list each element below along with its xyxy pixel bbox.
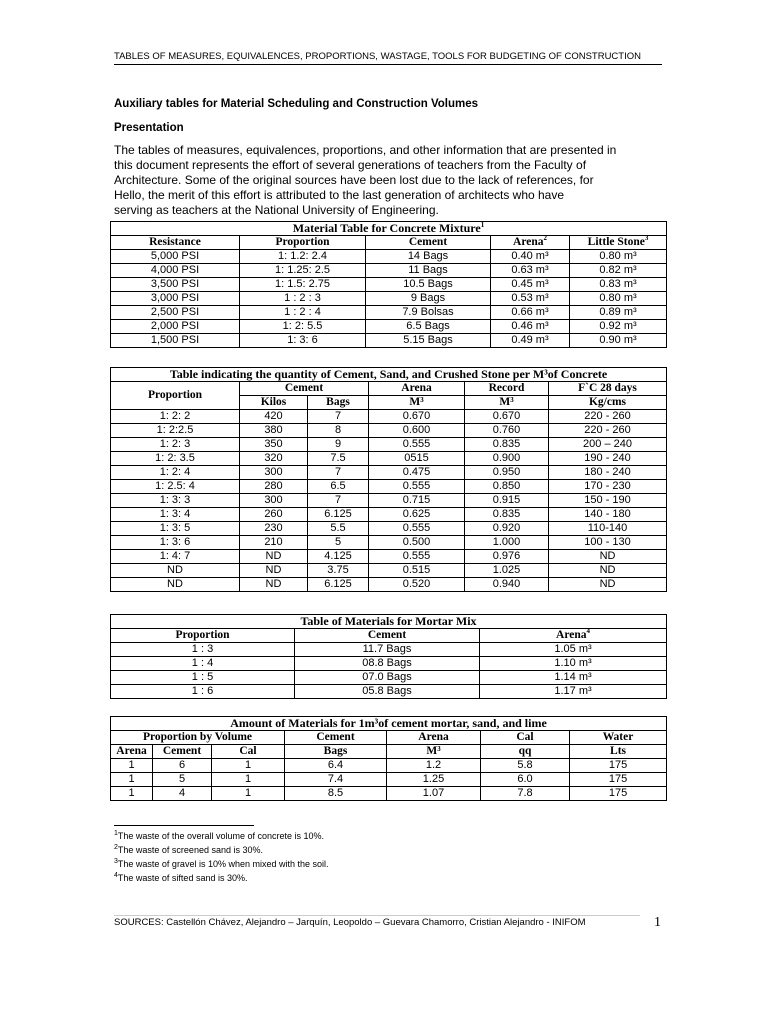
table-cell: 5.8 [481, 759, 570, 773]
table-cell: 7 [308, 410, 369, 424]
table-cell: 6.4 [285, 759, 387, 773]
table-caption: Table indicating the quantity of Cement, Sand, and Crushed Stone per M³of Concrete [111, 368, 667, 382]
column-header: F`C 28 days [549, 382, 667, 396]
document-title: Auxiliary tables for Material Scheduling and Construction Volumes [114, 98, 479, 110]
footnote: $^4$The waste of sifted sand is 30%. [114, 872, 248, 883]
table-cell: 220 - 260 [549, 410, 667, 424]
table-cell: 0.66 m³ [491, 306, 570, 320]
table-cell: 150 - 190 [549, 494, 667, 508]
table-cell: 210 [240, 536, 308, 550]
table-cell: 7.5 [308, 452, 369, 466]
table-row [111, 643, 667, 657]
intro-line: Architecture. Some of the original sources have been lost due to the lack of references, for [114, 173, 594, 187]
column-header: Lts [570, 745, 667, 759]
intro-line: this document represents the effort of several generations of teachers from the Faculty of [114, 158, 587, 172]
table-cell: 0.49 m³ [491, 334, 570, 348]
table-row [111, 334, 667, 348]
table-cell: 6.125 [308, 578, 369, 592]
table-cell: 11.7 Bags [295, 643, 480, 657]
intro-paragraph [114, 143, 656, 218]
table-cell: 140 - 180 [549, 508, 667, 522]
table-cell: 1.05 m³ [480, 643, 667, 657]
table-cell: 0.850 [465, 480, 549, 494]
table-cell: 0.915 [465, 494, 549, 508]
table-cell: 280 [240, 480, 308, 494]
table-cell: ND [549, 550, 667, 564]
table-cell: 0.670 [465, 410, 549, 424]
table-row [111, 494, 667, 508]
table-cell: 190 - 240 [549, 452, 667, 466]
table-cell: ND [549, 564, 667, 578]
table-cell: 1: 4: 7 [111, 550, 240, 564]
table-cell: 220 - 260 [549, 424, 667, 438]
table-cell: 1: 2: 3.5 [111, 452, 240, 466]
table-cell: 1: 3: 6 [111, 536, 240, 550]
table-row [111, 424, 667, 438]
table-cell: 1: 3: 5 [111, 522, 240, 536]
table-cell: 0.760 [465, 424, 549, 438]
table-cell: 175 [570, 787, 667, 801]
table-cell: 9 Bags [366, 292, 491, 306]
table-cell: 6.0 [481, 773, 570, 787]
table-row [111, 438, 667, 452]
table-cell: 0.900 [465, 452, 549, 466]
table-cell: 0.53 m³ [491, 292, 570, 306]
column-header: M³ [465, 396, 549, 410]
table-cell: 5 [153, 773, 212, 787]
intro-line: Hello, the merit of this effort is attributed to the last generation of architects who have [114, 188, 565, 202]
table-cell: 1.14 m³ [480, 671, 667, 685]
table-row [111, 452, 667, 466]
column-header: Cement [295, 629, 480, 643]
column-header: Arena$^4$ [480, 629, 667, 643]
table-cell: 0.80 m³ [570, 292, 667, 306]
column-header: Arena [369, 382, 465, 396]
table-row [111, 536, 667, 550]
table-row [111, 320, 667, 334]
table-cell: 1.025 [465, 564, 549, 578]
table-cell: 1 [212, 759, 285, 773]
table-row [111, 550, 667, 564]
table-cell: 1 [212, 773, 285, 787]
table-cell: 1.2 [387, 759, 481, 773]
column-header: M³ [369, 396, 465, 410]
column-header: Bags [285, 745, 387, 759]
column-header: Kg/cms [549, 396, 667, 410]
table-cell: 0.920 [465, 522, 549, 536]
table-cell: 1 : 4 [111, 657, 295, 671]
column-header: Cal [212, 745, 285, 759]
table-cell: 1: 2:2.5 [111, 424, 240, 438]
table-cell: 1.17 m³ [480, 685, 667, 699]
table-cell: 11 Bags [366, 264, 491, 278]
column-header: Arena [111, 745, 153, 759]
table-cell: 1: 3: 6 [240, 334, 366, 348]
table-cell: 3.75 [308, 564, 369, 578]
mortar-mix-table [110, 614, 667, 699]
table-cell: 4,000 PSI [111, 264, 240, 278]
table-cell: 1.07 [387, 787, 481, 801]
table-cell: 0.90 m³ [570, 334, 667, 348]
column-header: Kilos [240, 396, 308, 410]
mortar-lime-table [110, 716, 667, 801]
table-row [111, 787, 667, 801]
table-cell: 4.125 [308, 550, 369, 564]
table-cell: 180 - 240 [549, 466, 667, 480]
table-row [111, 564, 667, 578]
section-heading: Presentation [114, 122, 184, 134]
cement-sand-stone-table [110, 367, 667, 592]
table-cell: 260 [240, 508, 308, 522]
table-cell: 05.8 Bags [295, 685, 480, 699]
table-row [111, 250, 667, 264]
table-cell: 1 : 2 : 3 [240, 292, 366, 306]
table-cell: 0515 [369, 452, 465, 466]
table-cell: 1 [111, 787, 153, 801]
table-cell: 320 [240, 452, 308, 466]
table-cell: 170 - 230 [549, 480, 667, 494]
table-cell: 350 [240, 438, 308, 452]
column-header: qq [481, 745, 570, 759]
table-cell: 5,000 PSI [111, 250, 240, 264]
column-header: Record [465, 382, 549, 396]
table-cell: 7.9 Bolsas [366, 306, 491, 320]
table-cell: 1.10 m³ [480, 657, 667, 671]
table-cell: 3,500 PSI [111, 278, 240, 292]
table-cell: 0.40 m³ [491, 250, 570, 264]
column-header: Cement [366, 236, 491, 250]
table-cell: 1 : 2 : 4 [240, 306, 366, 320]
table-cell: 1: 1.2: 2.4 [240, 250, 366, 264]
table-cell: 300 [240, 466, 308, 480]
concrete-mixture-table [110, 221, 667, 348]
table-row [111, 773, 667, 787]
table-cell: 0.83 m³ [570, 278, 667, 292]
table-caption: Material Table for Concrete Mixture$^1$ [111, 222, 667, 236]
column-header: Resistance [111, 236, 240, 250]
table-cell: 0.950 [465, 466, 549, 480]
table-cell: 110-140 [549, 522, 667, 536]
table-row [111, 685, 667, 699]
table-cell: 100 - 130 [549, 536, 667, 550]
table-cell: 0.835 [465, 438, 549, 452]
table-cell: ND [240, 550, 308, 564]
table-cell: 1.25 [387, 773, 481, 787]
table-cell: 6.5 Bags [366, 320, 491, 334]
column-header: Bags [308, 396, 369, 410]
table-cell: 0.600 [369, 424, 465, 438]
table-cell: 1 [212, 787, 285, 801]
table-cell: 230 [240, 522, 308, 536]
column-header: M³ [387, 745, 481, 759]
table-cell: 1: 2: 2 [111, 410, 240, 424]
column-header: Cal [481, 731, 570, 745]
table-cell: 200 – 240 [549, 438, 667, 452]
table-cell: ND [240, 578, 308, 592]
table-cell: 4 [153, 787, 212, 801]
table-cell: 0.45 m³ [491, 278, 570, 292]
table-row [111, 480, 667, 494]
table-cell: 1,500 PSI [111, 334, 240, 348]
table-cell: ND [240, 564, 308, 578]
table-row [111, 508, 667, 522]
column-header: Cement [153, 745, 212, 759]
table-cell: 0.475 [369, 466, 465, 480]
column-header: Proportion [111, 382, 240, 410]
table-cell: 1: 2: 5.5 [240, 320, 366, 334]
column-header: Proportion by Volume [111, 731, 285, 745]
table-cell: 9 [308, 438, 369, 452]
table-cell: 175 [570, 759, 667, 773]
table-cell: 1: 2.5: 4 [111, 480, 240, 494]
table-cell: 7 [308, 466, 369, 480]
table-cell: 14 Bags [366, 250, 491, 264]
table-cell: 0.976 [465, 550, 549, 564]
table-cell: 2,000 PSI [111, 320, 240, 334]
table-cell: 0.46 m³ [491, 320, 570, 334]
table-cell: 0.89 m³ [570, 306, 667, 320]
footnote: $^2$The waste of screened sand is 30%. [114, 844, 263, 855]
table-cell: ND [111, 564, 240, 578]
table-cell: 5 [308, 536, 369, 550]
column-header: Little Stone$^3$ [570, 236, 667, 250]
table-cell: ND [111, 578, 240, 592]
column-header: Cement [285, 731, 387, 745]
table-cell: 6.125 [308, 508, 369, 522]
table-cell: 0.500 [369, 536, 465, 550]
table-cell: 1: 3: 4 [111, 508, 240, 522]
table-cell: 3,000 PSI [111, 292, 240, 306]
footnote: $^1$The waste of the overall volume of concrete is 10%. [114, 830, 325, 841]
table-row [111, 306, 667, 320]
table-cell: 0.715 [369, 494, 465, 508]
table-cell: 300 [240, 494, 308, 508]
table-cell: 1 [111, 759, 153, 773]
page-header: TABLES OF MEASURES, EQUIVALENCES, PROPORTIONS, WASTAGE, TOOLS FOR BUDGETING OF CONSTRUCTION [114, 51, 662, 65]
table-caption: Amount of Materials for 1m³of cement mortar, sand, and lime [111, 717, 667, 731]
page-footer: SOURCES: Castellón Chávez, Alejandro – Jarquín, Leopoldo – Guevara Chamorro, Cristian Alejandro - INIFOM [114, 915, 640, 928]
table-cell: 8 [308, 424, 369, 438]
page-number: 1 [654, 915, 661, 930]
table-cell: 0.80 m³ [570, 250, 667, 264]
table-cell: 0.520 [369, 578, 465, 592]
column-header: Proportion [240, 236, 366, 250]
table-cell: 1: 3: 3 [111, 494, 240, 508]
table-cell: 6 [153, 759, 212, 773]
table-cell: 0.555 [369, 438, 465, 452]
footnote: $^3$The waste of gravel is 10% when mixed with the soil. [114, 858, 329, 869]
table-cell: 1: 2: 3 [111, 438, 240, 452]
table-cell: 0.82 m³ [570, 264, 667, 278]
table-cell: 0.92 m³ [570, 320, 667, 334]
table-row [111, 759, 667, 773]
table-cell: 7.4 [285, 773, 387, 787]
table-cell: 8.5 [285, 787, 387, 801]
table-row [111, 578, 667, 592]
column-header: Proportion [111, 629, 295, 643]
table-cell: 1: 1.5: 2.75 [240, 278, 366, 292]
column-header: Cement [240, 382, 369, 396]
table-cell: 7.8 [481, 787, 570, 801]
table-cell: 0.63 m³ [491, 264, 570, 278]
intro-line: The tables of measures, equivalences, proportions, and other information that are presented in [114, 143, 617, 157]
table-cell: 1 : 3 [111, 643, 295, 657]
table-cell: 6.5 [308, 480, 369, 494]
table-cell: 0.555 [369, 522, 465, 536]
table-cell: 2,500 PSI [111, 306, 240, 320]
table-row [111, 264, 667, 278]
table-row [111, 657, 667, 671]
table-row [111, 292, 667, 306]
table-cell: 08.8 Bags [295, 657, 480, 671]
column-header: Water [570, 731, 667, 745]
table-cell: 0.835 [465, 508, 549, 522]
table-cell: 5.5 [308, 522, 369, 536]
table-cell: 7 [308, 494, 369, 508]
table-cell: 1: 2: 4 [111, 466, 240, 480]
table-cell: 0.515 [369, 564, 465, 578]
column-header: Arena$^2$ [491, 236, 570, 250]
table-row [111, 410, 667, 424]
table-row [111, 522, 667, 536]
column-header: Arena [387, 731, 481, 745]
table-cell: ND [549, 578, 667, 592]
table-row [111, 466, 667, 480]
table-cell: 10.5 Bags [366, 278, 491, 292]
table-cell: 1.000 [465, 536, 549, 550]
table-cell: 0.670 [369, 410, 465, 424]
table-cell: 420 [240, 410, 308, 424]
intro-line: serving as teachers at the National University of Engineering. [114, 203, 439, 217]
table-cell: 1 : 6 [111, 685, 295, 699]
table-cell: 0.555 [369, 550, 465, 564]
table-cell: 1 : 5 [111, 671, 295, 685]
table-cell: 0.555 [369, 480, 465, 494]
table-cell: 0.625 [369, 508, 465, 522]
table-cell: 380 [240, 424, 308, 438]
table-cell: 175 [570, 773, 667, 787]
footnote-separator [114, 825, 254, 826]
table-cell: 07.0 Bags [295, 671, 480, 685]
table-row [111, 278, 667, 292]
table-caption: Table of Materials for Mortar Mix [111, 615, 667, 629]
table-cell: 0.940 [465, 578, 549, 592]
table-cell: 1: 1.25: 2.5 [240, 264, 366, 278]
table-cell: 5.15 Bags [366, 334, 491, 348]
table-row [111, 671, 667, 685]
table-cell: 1 [111, 773, 153, 787]
